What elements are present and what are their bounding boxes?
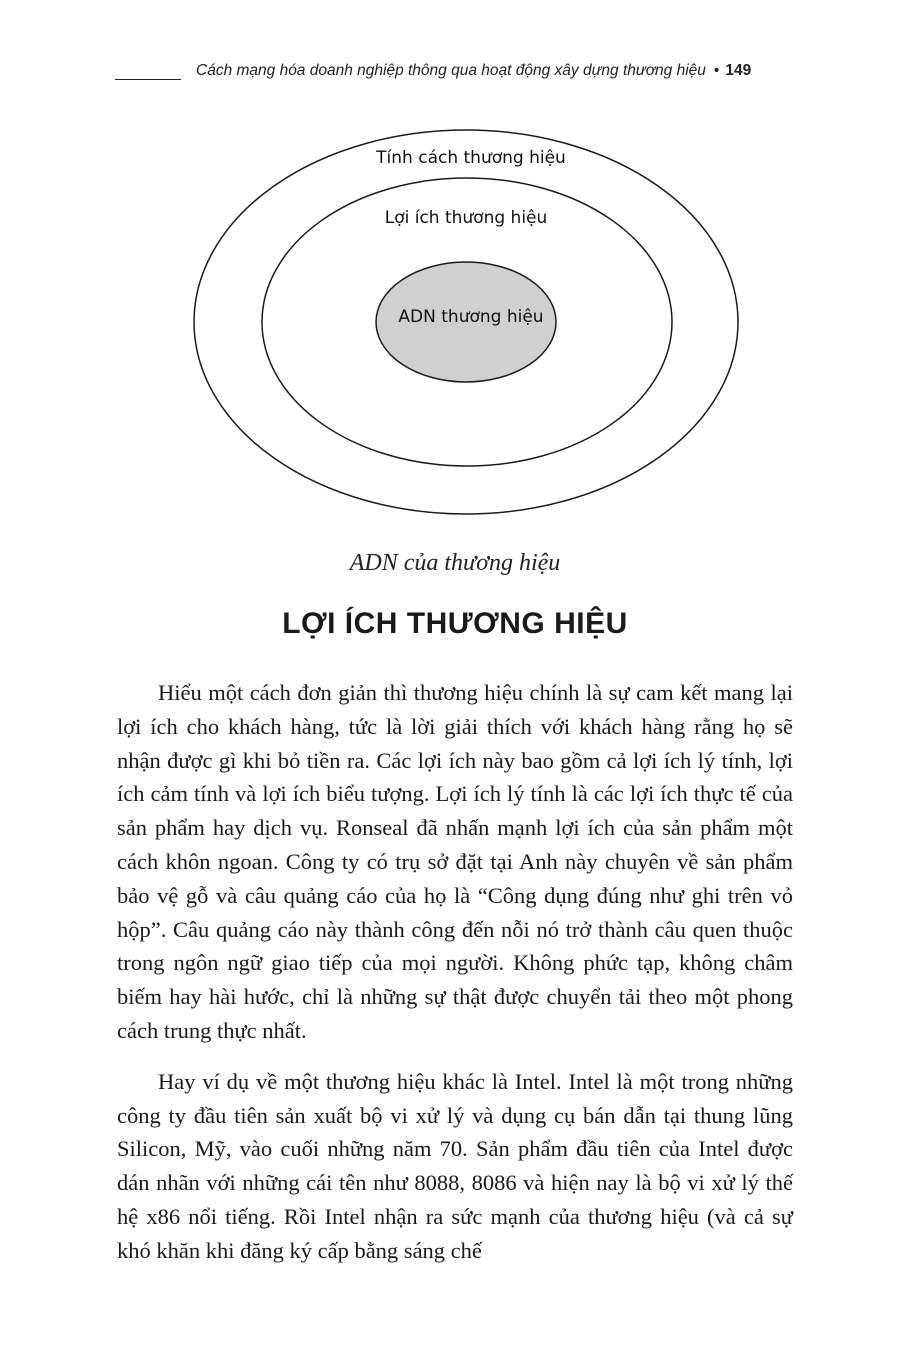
header-bullet: •: [713, 62, 720, 79]
inner-label: ADN thương hiệu: [398, 307, 544, 327]
brand-dna-diagram: [0, 0, 910, 540]
outer-label: Tính cách thương hiệu: [376, 148, 566, 168]
page-number: 149: [725, 62, 752, 79]
figure-caption: ADN của thương hiệu: [349, 550, 561, 576]
paragraph: Hiểu một cách đơn giản thì thương hiệu chính là sự cam kết mang lại lợi ích cho khách hàng, tức là lời giải thích với khách hàng rằng họ sẽ nhận được gì khi bỏ tiền ra. Các lợi ích này bao gồm cả lợi ích lý tính, lợi ích cảm tính và lợi ích biểu tượng. Lợi ích lý tính là các lợi ích thực tế của sản phẩm hay dịch vụ. Ronseal đã nhấn mạnh lợi ích của sản phẩm một cách khôn ngoan. Công ty có trụ sở đặt tại Anh này chuyên về sản phẩm bảo vệ gỗ và câu quảng cáo của họ là “Công dụng đúng như ghi trên vỏ hộp”. Câu quảng cáo này thành công đến nỗi nó trở thành câu quen thuộc trong ngôn ngữ giao tiếp của mọi người. Không phức tạp, không châm biếm hay hài hước, chỉ là những sự thật được chuyển tải theo một phong cách trung thực nhất.: [117, 680, 793, 1043]
middle-label: Lợi ích thương hiệu: [384, 208, 548, 228]
body-text: [117, 676, 793, 1285]
paragraph: Hay ví dụ về một thương hiệu khác là Intel. Intel là một trong những công ty đầu tiên sản xuất bộ vi xử lý và dụng cụ bán dẫn tại thung lũng Silicon, Mỹ, vào cuối những năm 70. Sản phẩm đầu tiên của Intel được dán nhãn với những cái tên như 8088, 8086 và hiện nay là bộ vi xử lý thế hệ x86 nổi tiếng. Rồi Intel nhận ra sức mạnh của thương hiệu (và cả sự khó khăn khi đăng ký cấp bằng sáng chế: [117, 1068, 793, 1263]
section-title: LỢI ÍCH THƯƠNG HIỆU: [282, 607, 628, 640]
running-title: Cách mạng hóa doanh nghiệp thông qua hoạt động xây dựng thương hiệu: [196, 62, 706, 79]
